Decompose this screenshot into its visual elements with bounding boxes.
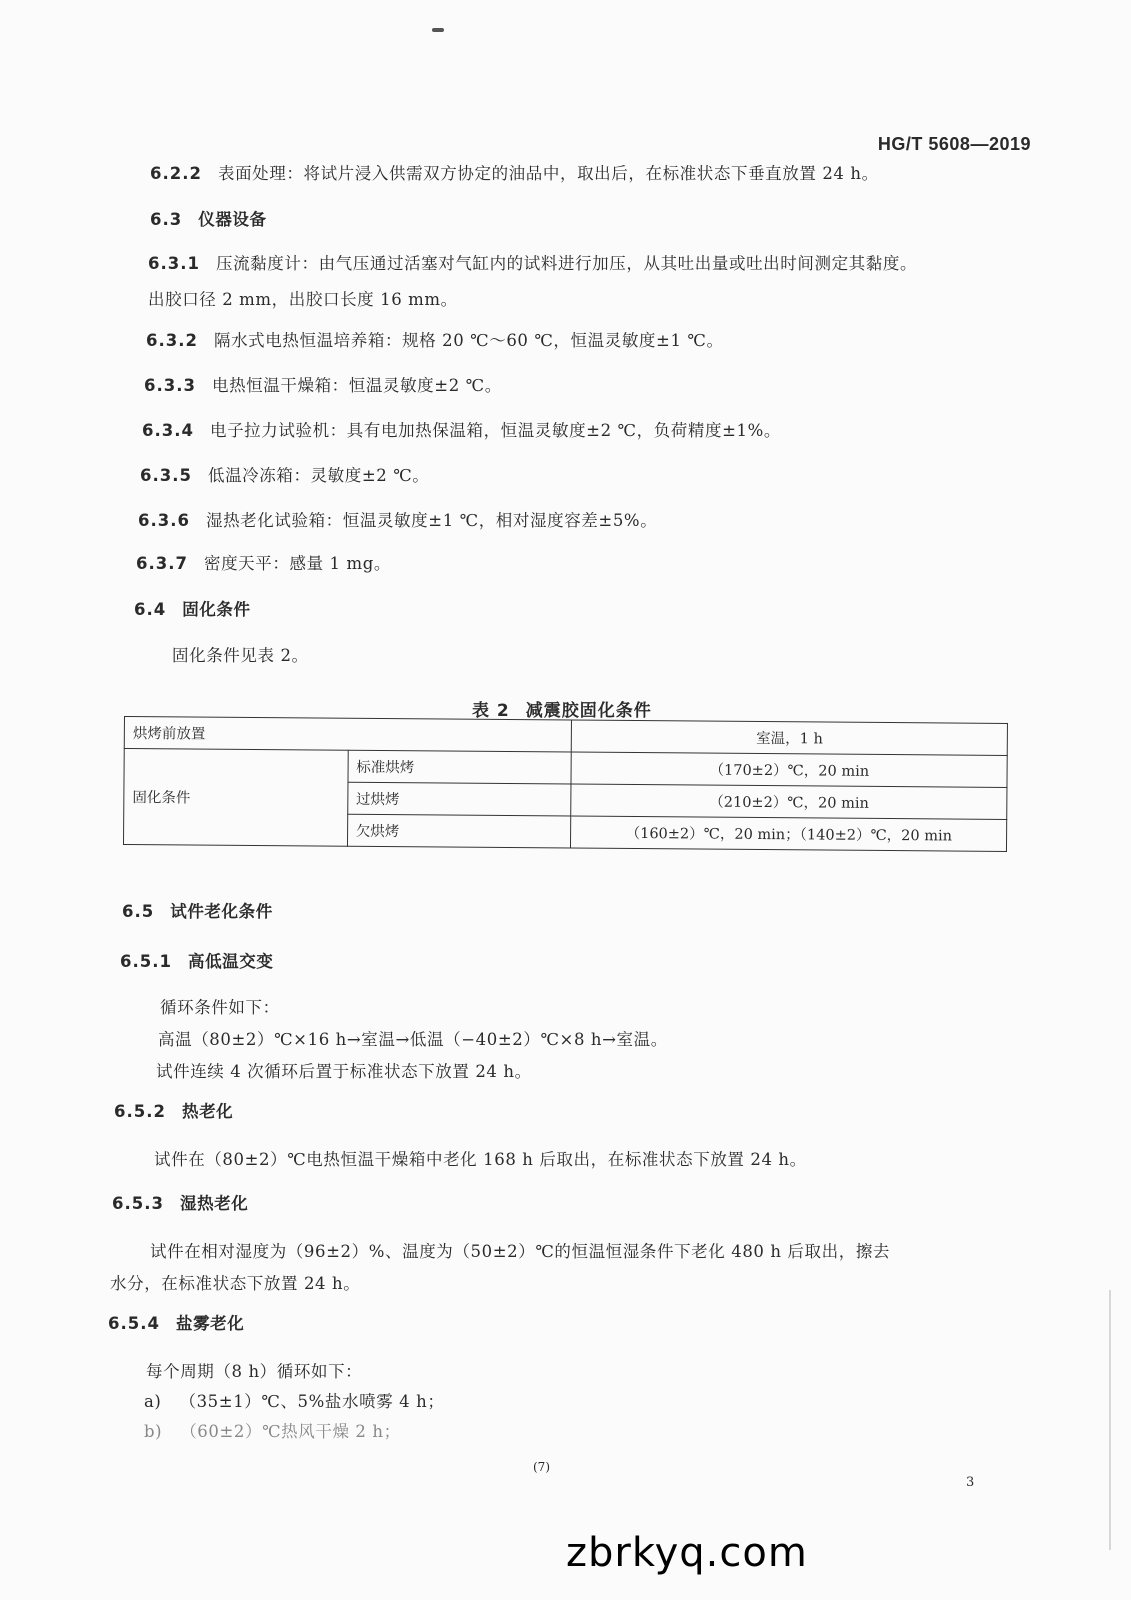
table-cell-value: （170±2）℃，20 min: [571, 752, 1007, 787]
section-6-5-4-heading: 6.5.4 盐雾老化: [108, 1314, 245, 1333]
section-6-5-2-heading: 6.5.2 热老化: [114, 1102, 234, 1121]
page-number-right: 3: [966, 1475, 975, 1490]
table-cell-value: 室温，1 h: [572, 720, 1008, 755]
section-6-3-7: 6.3.7 密度天平：感量 1 mg。: [136, 554, 391, 573]
section-6-5-2-text: 试件在（80±2）℃电热恒温干燥箱中老化 168 h 后取出，在标准状态下放置 24 h。: [154, 1150, 807, 1169]
section-6-5-1-line3: 试件连续 4 次循环后置于标准状态下放置 24 h。: [156, 1062, 532, 1081]
section-6-5-3-text: 试件在相对湿度为（96±2）%、温度为（50±2）℃的恒温恒湿条件下老化 480 h 后取出，擦去: [150, 1242, 891, 1261]
section-6-4-heading: 6.4 固化条件: [134, 600, 251, 619]
table-cell-label: 标准烘烤: [348, 750, 572, 784]
curing-conditions-table: [123, 716, 1008, 852]
table-cell-label: 过烘烤: [347, 782, 571, 816]
page-number-center: (7): [533, 1460, 550, 1474]
section-6-5-1-line1: 循环条件如下：: [160, 998, 280, 1017]
section-6-5-4-intro: 每个周期（8 h）循环如下：: [146, 1362, 363, 1381]
section-6-4-text: 固化条件见表 2。: [172, 646, 309, 665]
section-6-3-3: 6.3.3 电热恒温干燥箱：恒温灵敏度±2 ℃。: [144, 376, 502, 395]
list-item: a) （35±1）℃、5%盐水喷雾 4 h；: [144, 1392, 445, 1411]
table-caption: 表 2 减震胶固化条件: [472, 701, 652, 721]
table-group-label: 固化条件: [123, 749, 347, 847]
section-6-3-1-cont: 出胶口径 2 mm，出胶口长度 16 mm。: [148, 290, 458, 309]
table-cell-value: （210±2）℃，20 min: [571, 784, 1007, 819]
section-6-5-1-line2: 高温（80±2）℃×16 h→室温→低温（−40±2）℃×8 h→室温。: [158, 1030, 668, 1049]
watermark: zbrkyq.com: [566, 1530, 808, 1576]
section-6-3-heading: 6.3 仪器设备: [150, 210, 267, 229]
section-6-3-6: 6.3.6 湿热老化试验箱：恒温灵敏度±1 ℃，相对湿度容差±5%。: [138, 511, 658, 530]
table-cell-label: 欠烘烤: [347, 814, 571, 848]
table-cell-label: 烘烤前放置: [124, 717, 572, 753]
section-6-3-1: 6.3.1 压流黏度计：由气压通过活塞对气缸内的试料进行加压，从其吐出量或吐出时间测定其黏度。: [148, 254, 918, 273]
section-6-5-1-heading: 6.5.1 高低温交变: [120, 952, 274, 971]
table-row: [124, 749, 1007, 788]
scan-mark: [432, 28, 444, 32]
section-6-3-4: 6.3.4 电子拉力试验机：具有电加热保温箱，恒温灵敏度±2 ℃，负荷精度±1%。: [142, 421, 782, 440]
section-6-5-heading: 6.5 试件老化条件: [122, 902, 273, 921]
standard-number: HG/T 5608—2019: [877, 134, 1031, 154]
section-6-3-2: 6.3.2 隔水式电热恒温培养箱：规格 20 ℃～60 ℃，恒温灵敏度±1 ℃。: [146, 331, 724, 350]
section-6-2-2: 6.2.2 表面处理：将试片浸入供需双方协定的油品中，取出后，在标准状态下垂直放置 24 h。: [150, 164, 879, 183]
section-6-5-3-heading: 6.5.3 湿热老化: [112, 1194, 249, 1213]
section-6-3-5: 6.3.5 低温冷冻箱：灵敏度±2 ℃。: [140, 466, 430, 485]
scan-edge-line: [1109, 1290, 1111, 1550]
table-cell-value: （160±2）℃，20 min；（140±2）℃，20 min: [571, 816, 1007, 851]
section-6-5-3-cont: 水分，在标准状态下放置 24 h。: [110, 1274, 361, 1293]
list-item: b) （60±2）℃热风干燥 2 h；: [144, 1422, 401, 1441]
